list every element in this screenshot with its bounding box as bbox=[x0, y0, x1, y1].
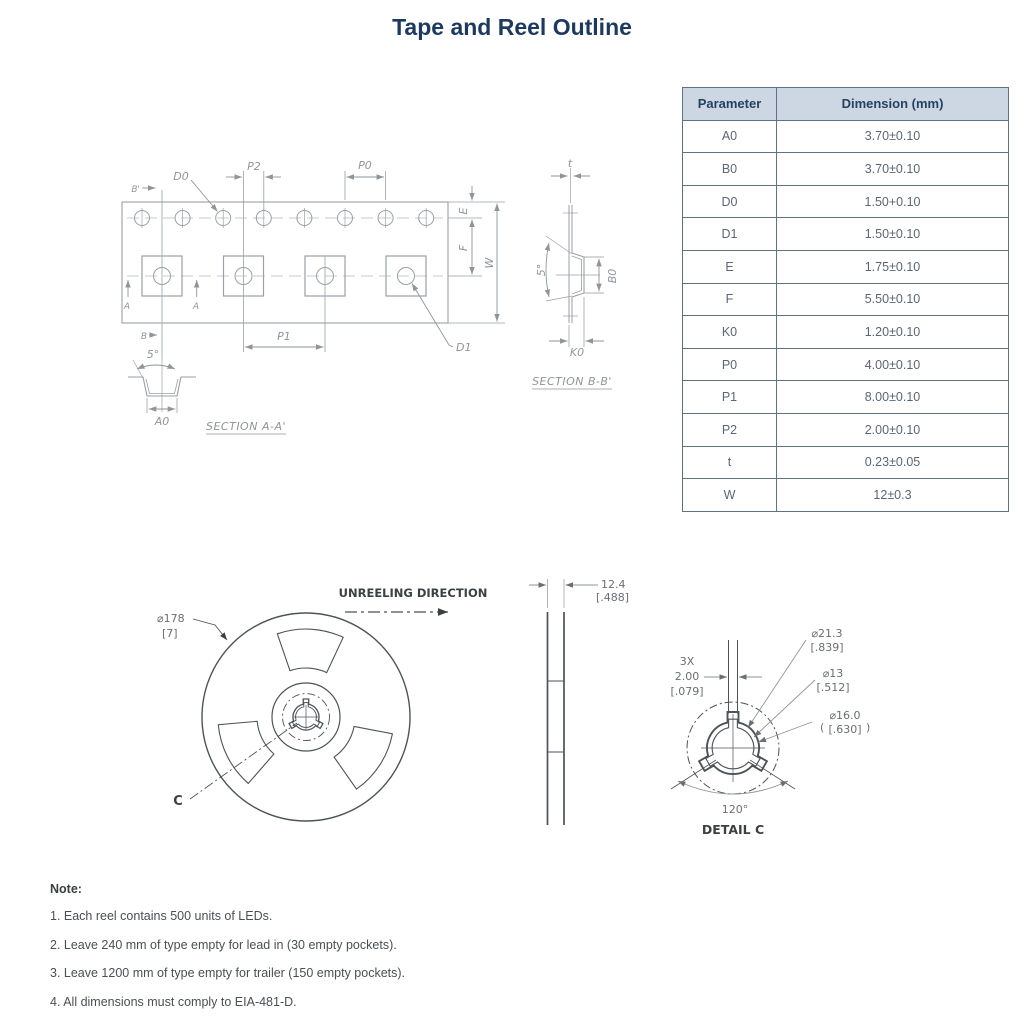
paren-close: ) bbox=[866, 721, 871, 734]
param-cell: P2 bbox=[683, 413, 777, 446]
dim-label-k0: K0 bbox=[569, 346, 585, 359]
paren-open: ( bbox=[820, 721, 825, 734]
dim-cell: 1.50+0.10 bbox=[777, 185, 1009, 218]
table-row bbox=[683, 153, 1009, 186]
dia-21-inch-label: [.839] bbox=[810, 641, 844, 654]
table-row bbox=[683, 185, 1009, 218]
col-header-parameter: Parameter bbox=[683, 88, 777, 121]
detail-c-drawing bbox=[650, 600, 950, 855]
table-row bbox=[683, 381, 1009, 414]
param-cell: t bbox=[683, 446, 777, 479]
notes-section bbox=[50, 882, 405, 1023]
dimension-table bbox=[682, 87, 1009, 512]
section-bb-profile bbox=[546, 168, 600, 323]
angle-label-5deg-bb: 5° bbox=[535, 263, 548, 277]
slot-count-label: 3X bbox=[679, 655, 695, 668]
note-item: 1. Each reel contains 500 units of LEDs. bbox=[50, 909, 273, 923]
reel-dia-ref-label: [7] bbox=[162, 627, 178, 640]
unreeling-direction-label: UNREELING DIRECTION bbox=[338, 586, 488, 600]
dim-label-b0: B0 bbox=[606, 268, 619, 284]
cut-label-a-left: A bbox=[123, 302, 131, 312]
section-bb-dims bbox=[546, 176, 604, 347]
angle-label-5deg: 5° bbox=[146, 348, 160, 361]
tape-drawing bbox=[85, 150, 660, 450]
dia-16-inch-label: [.630] bbox=[828, 723, 862, 736]
table-row bbox=[683, 120, 1009, 153]
param-cell: P0 bbox=[683, 348, 777, 381]
section-bb-title: SECTION B-B' bbox=[532, 375, 612, 388]
table-row bbox=[683, 348, 1009, 381]
col-header-dimension: Dimension (mm) bbox=[777, 88, 1009, 121]
angle-120-label: 120° bbox=[721, 803, 749, 816]
reel-dia-label: ⌀178 bbox=[157, 612, 185, 625]
table-row bbox=[683, 446, 1009, 479]
param-cell: B0 bbox=[683, 153, 777, 186]
note-item: 2. Leave 240 mm of type empty for lead in (30 empty pockets). bbox=[50, 937, 397, 952]
dim-label-p2: P2 bbox=[247, 160, 261, 173]
dim-label-e: E bbox=[457, 207, 470, 215]
dim-cell: 5.50±0.10 bbox=[777, 283, 1009, 316]
slot-mm-label: 2.00 bbox=[674, 670, 700, 683]
detail-c-callout: C bbox=[173, 794, 183, 809]
dia-13-label: ⌀13 bbox=[822, 667, 844, 680]
table-row bbox=[683, 218, 1009, 251]
table-row bbox=[683, 283, 1009, 316]
table-row bbox=[683, 413, 1009, 446]
tape-centerlines bbox=[127, 218, 443, 276]
param-cell: D0 bbox=[683, 185, 777, 218]
table-row bbox=[683, 250, 1009, 283]
dim-label-p1: P1 bbox=[277, 330, 291, 343]
dim-label-f: F bbox=[457, 244, 470, 252]
dim-label-w: W bbox=[483, 257, 496, 269]
dim-cell: 4.00±0.10 bbox=[777, 348, 1009, 381]
dim-cell: 2.00±0.10 bbox=[777, 413, 1009, 446]
cut-label-b: B bbox=[140, 332, 147, 342]
section-aa-profile bbox=[128, 358, 196, 412]
dim-cell: 12±0.3 bbox=[777, 479, 1009, 512]
dim-cell: 1.50±0.10 bbox=[777, 218, 1009, 251]
slot-inch-label: [.079] bbox=[670, 685, 704, 698]
note-item: 4. All dimensions must comply to EIA-481-D. bbox=[50, 994, 297, 1009]
page-title: Tape and Reel Outline bbox=[392, 14, 632, 40]
reel-drawing bbox=[130, 560, 530, 855]
table-row bbox=[683, 316, 1009, 349]
dia-13-inch-label: [.512] bbox=[816, 681, 850, 694]
param-cell: P1 bbox=[683, 381, 777, 414]
side-flanges bbox=[548, 612, 565, 825]
dia-16-label: ⌀16.0 bbox=[829, 709, 861, 722]
side-width-mm: 12.4 bbox=[601, 578, 626, 591]
side-dims bbox=[529, 579, 598, 608]
side-width-inch: [.488] bbox=[596, 591, 630, 604]
dim-label-p0: P0 bbox=[358, 159, 372, 172]
dim-cell: 1.75±0.10 bbox=[777, 250, 1009, 283]
cut-label-a-right: A bbox=[192, 302, 200, 312]
reference-lines bbox=[162, 171, 505, 358]
param-cell: E bbox=[683, 250, 777, 283]
dim-cell: 8.00±0.10 bbox=[777, 381, 1009, 414]
tape-outline bbox=[122, 202, 448, 323]
dim-label-d1: D1 bbox=[456, 341, 472, 354]
dim-label-t: t bbox=[567, 157, 573, 170]
cut-label-b-prime: B' bbox=[131, 185, 140, 195]
param-cell: W bbox=[683, 479, 777, 512]
dim-cell: 3.70±0.10 bbox=[777, 153, 1009, 186]
dim-label-a0: A0 bbox=[154, 415, 170, 428]
dim-label-d0: D0 bbox=[173, 170, 189, 183]
note-item: 3. Leave 1200 mm of type empty for trailer (150 empty pockets). bbox=[50, 966, 406, 980]
dim-cell: 3.70±0.10 bbox=[777, 120, 1009, 153]
dim-cell: 1.20±0.10 bbox=[777, 316, 1009, 349]
param-cell: F bbox=[683, 283, 777, 316]
section-aa-title: SECTION A-A' bbox=[205, 420, 287, 433]
param-cell: A0 bbox=[683, 120, 777, 153]
param-cell: K0 bbox=[683, 316, 777, 349]
reel-body bbox=[202, 613, 410, 821]
section-aa-dims bbox=[137, 365, 177, 413]
reel-side-view bbox=[520, 560, 660, 855]
table-row bbox=[683, 479, 1009, 512]
notes-heading: Note: bbox=[50, 882, 82, 896]
param-cell: D1 bbox=[683, 218, 777, 251]
table-header-row bbox=[683, 88, 1009, 121]
detail-c-title: DETAIL C bbox=[701, 822, 765, 837]
dim-cell: 0.23±0.05 bbox=[777, 446, 1009, 479]
dia-21-label: ⌀21.3 bbox=[811, 627, 843, 640]
